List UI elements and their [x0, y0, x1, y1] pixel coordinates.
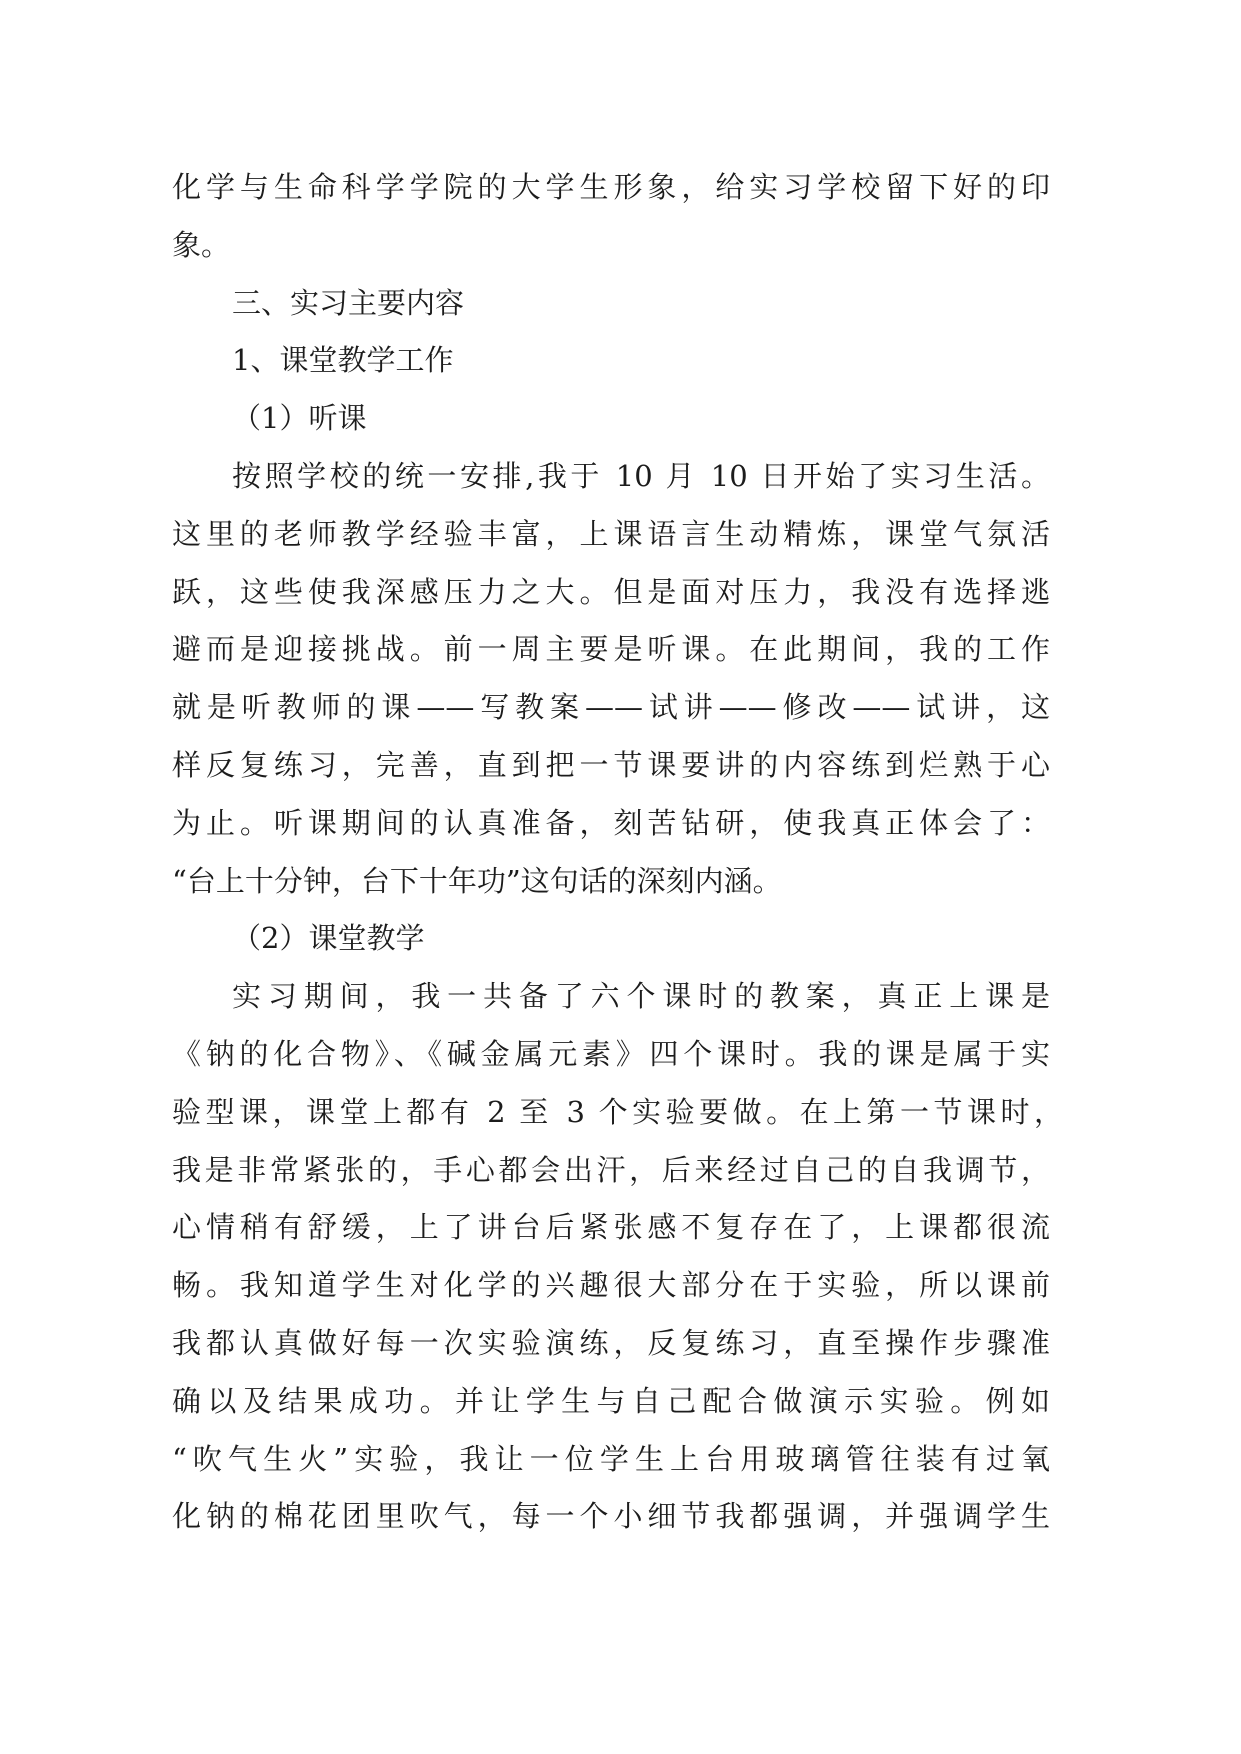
document-body	[172, 159, 1063, 1546]
text-line: 我是非常紧张的，手心都会出汗，后来经过自己的自我调节，	[172, 1152, 1050, 1187]
text-line: 实习期间，我一共备了六个课时的教案，真正上课是	[232, 979, 1050, 1014]
text-line: 化钠的棉花团里吹气，每一个小细节我都强调，并强调学生	[172, 1499, 1050, 1534]
text-line: “吹气生火”实验，我让一位学生上台用玻璃管往装有过氧	[172, 1441, 1050, 1476]
text-line: 《钠的化合物》、《碱金属元素》四个课时。我的课是属于实	[172, 1036, 1050, 1071]
text-line: 象。	[172, 227, 231, 262]
paragraph	[172, 968, 1063, 1546]
text-line: 验型课，课堂上都有 2 至 3 个实验要做。在上第一节课时，	[172, 1094, 1063, 1129]
text-line: 确以及结果成功。并让学生与自己配合做演示实验。例如	[172, 1383, 1050, 1418]
text-line: 就是听教师的课——写教案——试讲——修改——试讲，这	[172, 690, 1050, 725]
text-line: 化学与生命科学学院的大学生形象，给实习学校留下好的印	[172, 170, 1050, 204]
section-heading: 三、实习主要内容	[232, 285, 465, 320]
item-listening-section	[172, 390, 1050, 910]
text-line: 这里的老师教学经验丰富，上课语言生动精炼，课堂气氛活	[172, 516, 1050, 551]
text-line: 避而是迎接挑战。前一周主要是听课。在此期间，我的工作	[172, 632, 1050, 667]
text-line: 样反复练习，完善，直到把一节课要讲的内容练到烂熟于心	[172, 747, 1050, 782]
text-line: 畅。我知道学生对化学的兴趣很大部分在于实验，所以课前	[172, 1268, 1050, 1303]
text-line: “台上十分钟，台下十年功”这句话的深刻内涵。	[172, 863, 782, 898]
text-line: 跃，这些使我深感压力之大。但是面对压力，我没有选择逃	[172, 574, 1050, 609]
paragraph	[172, 448, 1050, 910]
item-heading: （2）课堂教学	[232, 921, 425, 956]
text-line: 为止。听课期间的认真准备，刻苦钻研，使我真正体会了：	[172, 805, 1050, 840]
subsection-heading: 1、课堂教学工作	[232, 343, 454, 378]
text-line: 按照学校的统一安排,我于 10 月 10 日开始了实习生活。	[232, 458, 1050, 493]
item-heading: （1）听课	[232, 401, 367, 436]
text-line: 我都认真做好每一次实验演练，反复练习，直至操作步骤准	[172, 1325, 1050, 1360]
continuation-paragraph	[172, 159, 1050, 275]
text-line: 心情稍有舒缓，上了讲台后紧张感不复存在了，上课都很流	[172, 1210, 1050, 1245]
item-teaching-section	[172, 910, 1063, 1546]
